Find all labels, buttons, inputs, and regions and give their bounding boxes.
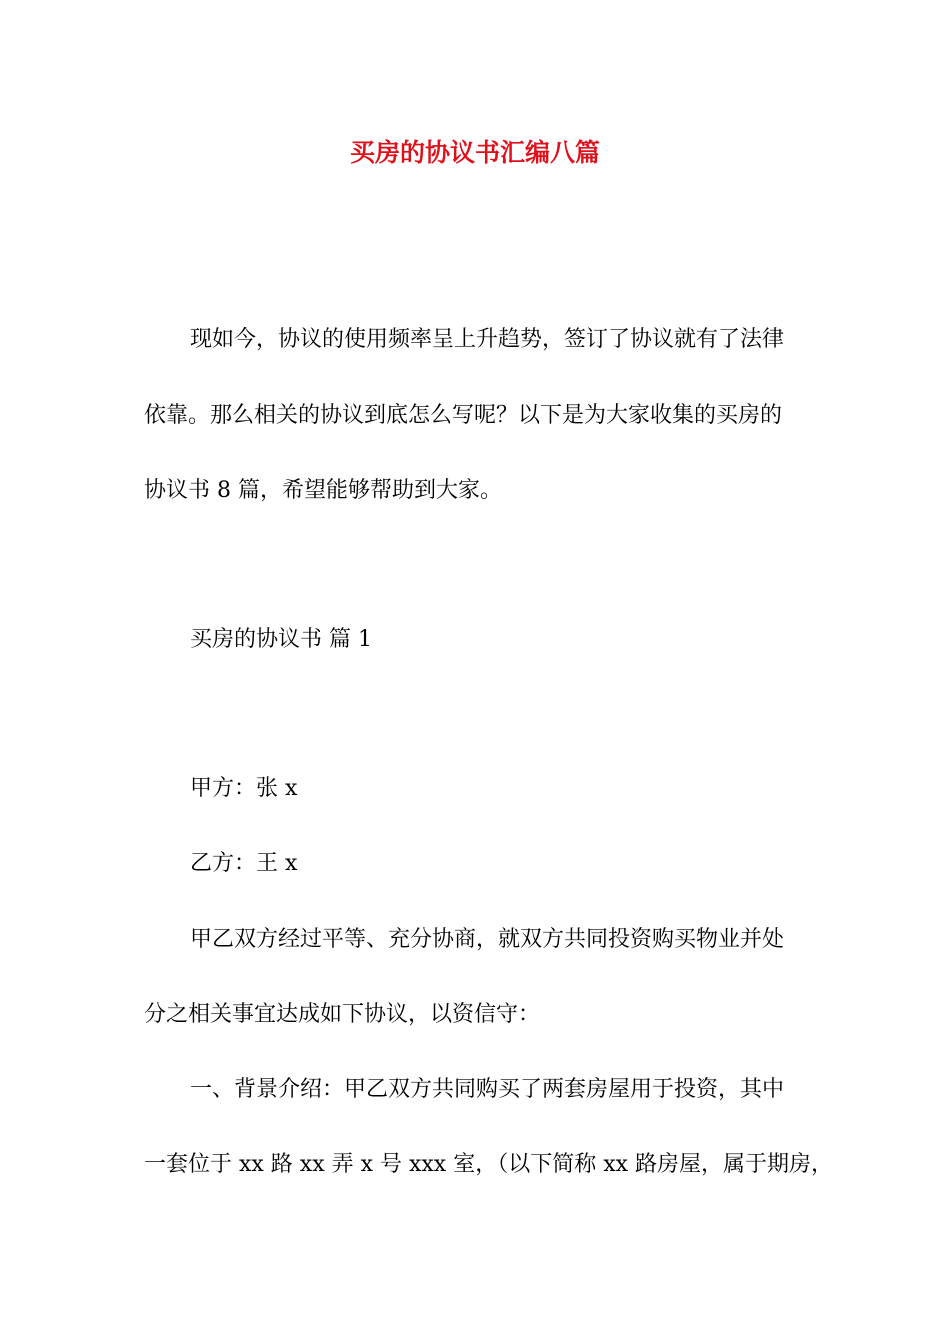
clause-1-line-2: 一套位于 xx 路 xx 弄 x 号 xxx 室，（以下简称 xx 路房屋，属于期房， bbox=[144, 1152, 834, 1177]
document-title: 买房的协议书汇编八篇 bbox=[349, 138, 600, 167]
intro-line-2: 依靠。那么相关的协议到底怎么写呢？以下是为大家收集的买房的 bbox=[144, 403, 783, 428]
preamble-line-2: 分之相关事宜达成如下协议，以资信守： bbox=[144, 1002, 541, 1027]
clause-1-line-1: 一、背景介绍：甲乙双方共同购买了两套房屋用于投资，其中 bbox=[190, 1077, 785, 1102]
intro-line-3: 协议书 8 篇，希望能够帮助到大家。 bbox=[144, 478, 502, 503]
intro-line-1: 现如今，协议的使用频率呈上升趋势，签订了协议就有了法律 bbox=[190, 327, 785, 352]
section-heading: 买房的协议书 篇 1 bbox=[190, 627, 372, 652]
preamble-line-1: 甲乙双方经过平等、充分协商，就双方共同投资购买物业并处 bbox=[190, 927, 785, 952]
party-b: 乙方：王 x bbox=[190, 851, 298, 876]
party-a: 甲方：张 x bbox=[190, 776, 298, 801]
